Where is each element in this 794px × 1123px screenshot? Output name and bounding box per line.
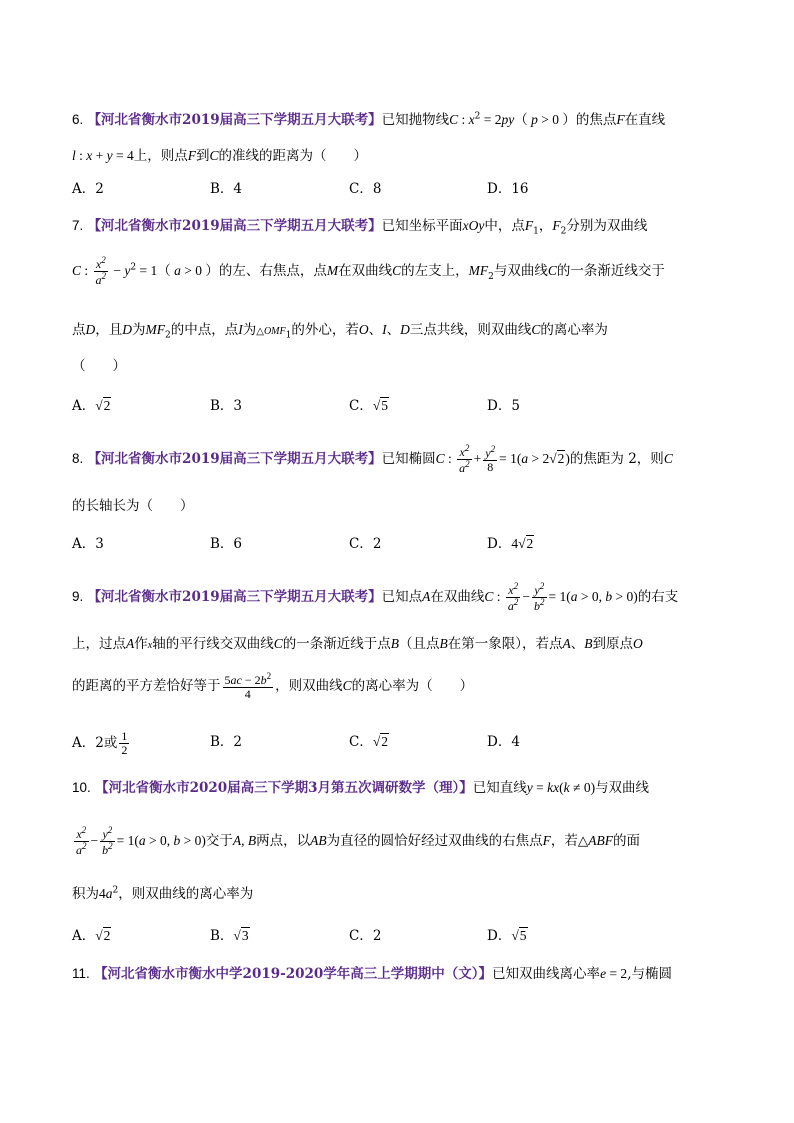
option-c: C．√5 (349, 398, 389, 414)
question-text: 分别为双曲线 (566, 218, 648, 234)
question-text: 上，则点 (133, 148, 188, 164)
question-text: 已知点 (381, 589, 423, 606)
option-a: A．3 (72, 536, 104, 552)
question-text: 的一条渐近线于点 (282, 636, 391, 652)
question-text: 的离心率为（ ） (351, 678, 474, 695)
option-b: B．6 (210, 536, 243, 552)
question-text: 的左支上， (401, 263, 469, 280)
question-9-line-3: 的距离的平方差恰好等于 $\frac{5ac - 2b^2}{4}$ ，则双曲线C的离心率为（ ） (72, 671, 474, 702)
option-a: A．2或 $\frac{1}{2}$ (72, 729, 128, 758)
question-text: 与双曲线 (493, 263, 548, 280)
question-text: 点 (72, 322, 86, 338)
question-text: 在双曲线 (338, 263, 393, 280)
option-a: A．√2 (72, 928, 111, 944)
question-8-line-2: 的长轴长为（ ） (72, 498, 194, 514)
question-9-line-1: 9. 【河北省衡水市2019届高三下学期五月大联考】已知点A在双曲线C : $\frac{x^2}{a^2}$ − $\frac{y^2}{b^2}$ = 1(a > 0, b > 0)的右支 (72, 581, 679, 614)
question-text: ， (538, 218, 553, 234)
question-text: 的焦点 (575, 112, 617, 128)
question-text: 积为 (72, 886, 99, 902)
question-text: 上，过点 (72, 636, 126, 652)
question-9-line-2: 上，过点A作x轴的平行线交双曲线C的一条渐近线于点B（且点B在第一象限），若点A、B到原点O (72, 636, 643, 652)
question-text: ，则双曲线的离心率为 (118, 886, 254, 902)
question-text: 在直线 (624, 112, 666, 128)
option-d: D．4√2 (487, 536, 534, 552)
question-7-line-1: 7. 【河北省衡水市2019届高三下学期五月大联考】已知坐标平面xOy中，点$F_1$，$F_2$分别为双曲线 (72, 218, 648, 237)
question-text: 已知坐标平面 (381, 218, 463, 234)
question-text: 的准线的距离为（ ） (218, 148, 368, 164)
question-text: ，若 (550, 833, 578, 850)
question-text: 的中点，点 (170, 322, 239, 338)
question-10-line-1: 10. 【河北省衡水市2020届高三下学期3月第五次调研数学（理）】已知直线y = kx(k ≠ 0)与双曲线 (72, 780, 650, 796)
option-b: B．√3 (210, 928, 249, 944)
question-text: ，且 (95, 322, 123, 338)
question-text: 到 (196, 148, 210, 164)
question-11-line-1: 11. 【河北省衡水市衡水中学2019-2020学年高三上学期期中（文）】已知双曲线离心率e = 2,与椭圆 (72, 966, 672, 982)
question-text: 的焦距为 2，则 (569, 451, 664, 468)
question-number: 7. (72, 218, 84, 233)
question-text: 交于 (205, 833, 233, 850)
question-text: 的一条渐近线交于 (556, 263, 665, 280)
question-text: 已知双曲线离心率 (492, 966, 601, 982)
question-10-line-3: 积为$4a^2$，则双曲线的离心率为 (72, 885, 254, 902)
question-text: 轴的平行线交双曲线 (152, 636, 274, 652)
question-6-line-1: 6. 【河北省衡水市2019届高三下学期五月大联考】已知抛物线C : $x^2 = 2py$（ p > 0 ）的焦点F在直线 (72, 111, 666, 128)
option-a: A．2 (72, 181, 104, 197)
question-8-options (0, 532, 794, 550)
question-number: 9. (72, 589, 84, 605)
question-number: 6. (72, 112, 84, 127)
question-text: 为直径的圆恰好经过双曲线的右焦点 (326, 833, 543, 850)
question-source: 【河北省衡水市2019届高三下学期五月大联考】 (87, 112, 382, 128)
question-text: ,与椭圆 (627, 966, 672, 982)
question-10-options (0, 924, 794, 942)
question-text: 的右支 (637, 589, 679, 606)
question-text: 与双曲线 (595, 780, 650, 796)
question-number: 8. (72, 451, 84, 467)
option-a: A．√2 (72, 398, 111, 414)
question-6-line-2: l : x + y = 4上，则点F到C的准线的距离为（ ） (72, 148, 368, 164)
question-text: ，则双曲线 (275, 678, 343, 695)
option-b: B．3 (210, 398, 243, 414)
question-7-options (0, 394, 794, 412)
question-text: （且点 (398, 636, 440, 652)
option-d: D．5 (487, 398, 520, 414)
question-source: 【河北省衡水市2019届高三下学期五月大联考】 (87, 451, 382, 468)
question-text: 作 (134, 636, 148, 652)
question-7-line-3: 点D，且D为$MF_2$的中点，点I为$\triangle OMF_1$的外心，若O、I、D三点共线，则双曲线C的离心率为 (72, 322, 608, 341)
question-text: 已知直线 (472, 780, 527, 796)
question-text: 的离心率为 (540, 322, 608, 338)
option-d: D．√5 (487, 928, 527, 944)
question-source: 【河北省衡水市2020届高三下学期3月第五次调研数学（理）】 (95, 780, 473, 796)
question-7-line-4: （ ） (72, 358, 126, 374)
question-text: 中，点 (484, 218, 525, 234)
question-6-options (0, 177, 794, 195)
question-10-line-2: $\frac{x^2}{a^2}$ − $\frac{y^2}{b^2}$ = 1(a > 0, b > 0)交于A, B两点，以AB为直径的圆恰好经过双曲线的右焦点F，若△ABF的面 (76, 825, 640, 858)
option-c: C．2 (349, 928, 382, 944)
question-source: 【河北省衡水市2019届高三下学期五月大联考】 (87, 218, 382, 234)
question-text: 已知椭圆 (381, 451, 436, 468)
question-text: 的距离的平方差恰好等于 (72, 678, 221, 695)
question-text: 两点，以 (256, 833, 311, 850)
question-text: 、 (386, 322, 401, 338)
question-9-options (0, 730, 794, 758)
question-text: 为 (132, 322, 146, 338)
option-c: C．8 (349, 181, 382, 197)
question-number: 11. (72, 966, 90, 981)
option-c: C．2 (349, 536, 382, 552)
question-number: 10. (72, 780, 91, 795)
option-c: C．√2 (349, 734, 389, 750)
question-text: 的外心，若 (291, 322, 359, 338)
question-text: 到原点 (592, 636, 633, 652)
question-8-line-1: 8. 【河北省衡水市2019届高三下学期五月大联考】已知椭圆C : $\frac{x^2}{a^2}$ + $\frac{y^2}{8}$ = 1(a > 2√2)的焦距为 2，则C (72, 443, 673, 476)
question-text: 的面 (612, 833, 640, 850)
question-text: 、 (570, 636, 585, 652)
option-b: B．4 (210, 181, 243, 197)
option-d: D．16 (487, 181, 529, 197)
question-text: 为 (242, 322, 257, 338)
question-text: 、 (368, 322, 383, 338)
question-source: 【河北省衡水市衡水中学2019-2020学年高三上学期期中（文）】 (94, 966, 493, 982)
question-text: 在第一象限），若点 (447, 636, 563, 652)
question-text: 的左、右焦点，点 (218, 263, 327, 280)
question-7-line-2: C : $\frac{x^2}{a^2}$ − $y^2 = 1$（ a > 0 ）的左、右焦点，点M在双曲线C的左支上，$MF_2$与双曲线C的一条渐近线交于 (72, 255, 665, 288)
question-text: 已知抛物线 (381, 112, 450, 128)
question-text: 在双曲线 (430, 589, 485, 606)
question-source: 【河北省衡水市2019届高三下学期五月大联考】 (87, 589, 382, 606)
option-d: D．4 (487, 734, 520, 750)
question-text: 三点共线，则双曲线 (409, 322, 532, 338)
option-b: B．2 (210, 734, 243, 750)
